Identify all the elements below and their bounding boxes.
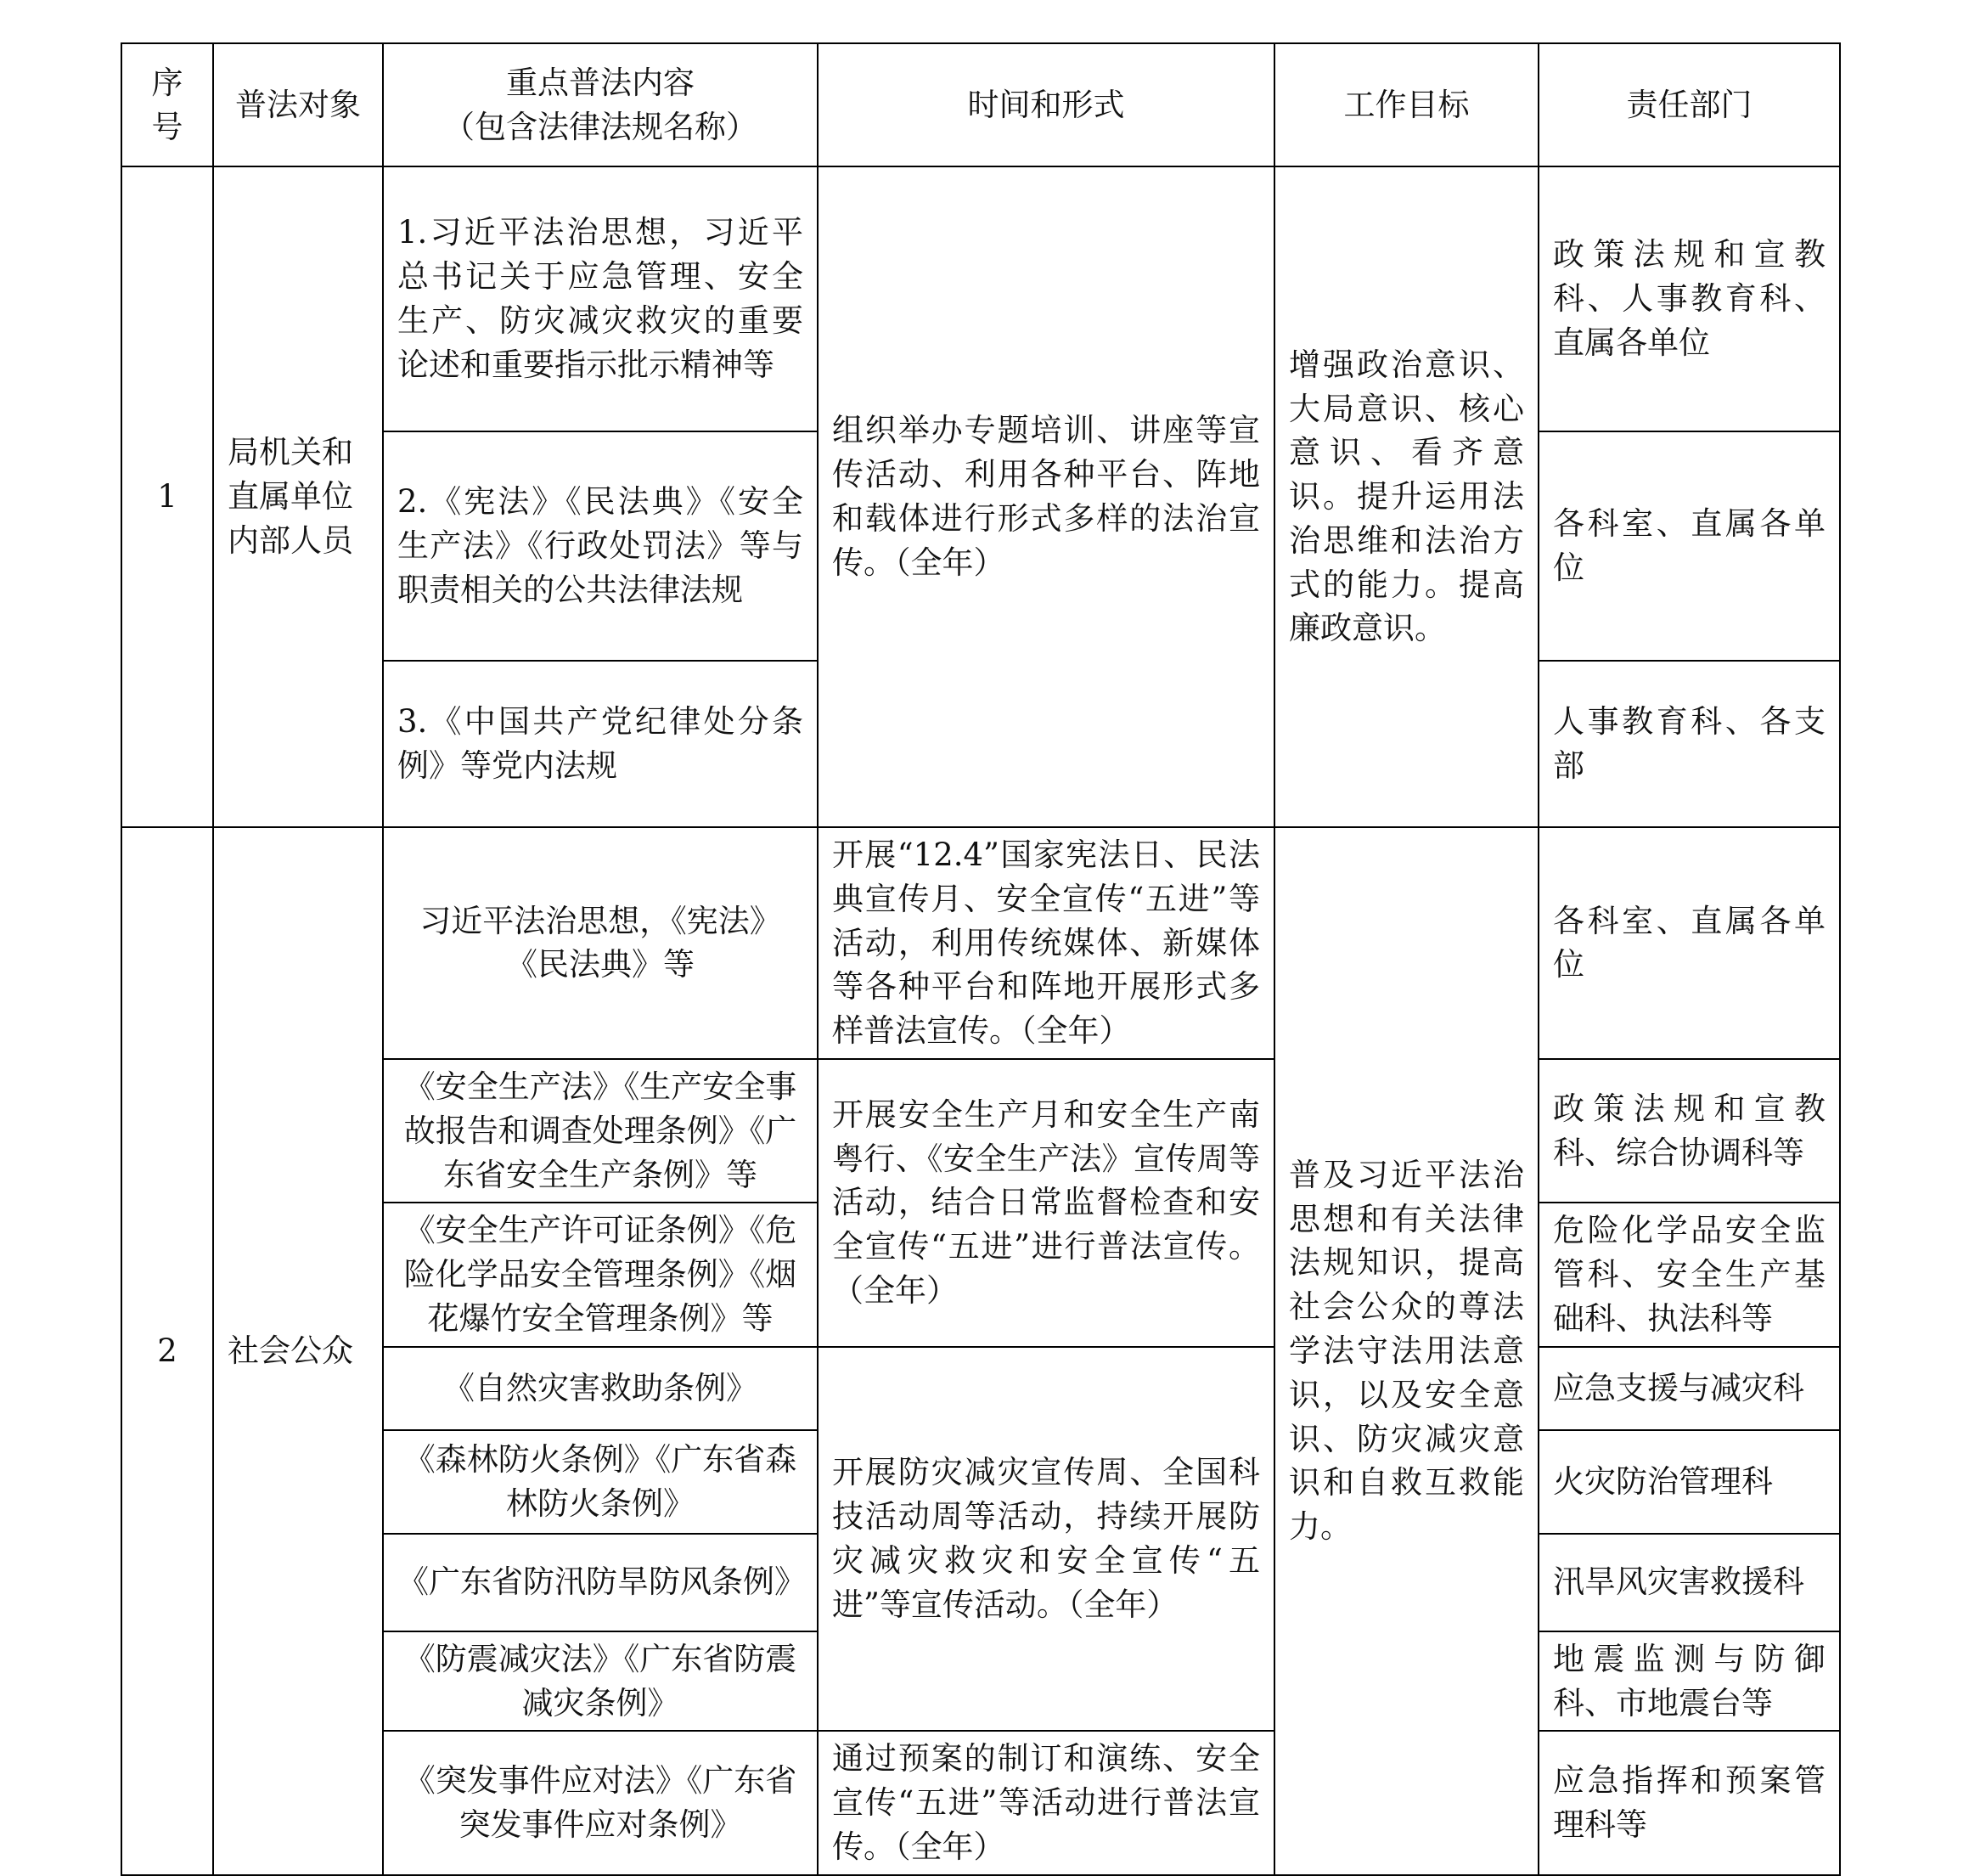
header-time-form: 时间和形式 xyxy=(818,43,1274,166)
header-target: 普法对象 xyxy=(213,43,383,166)
header-goal: 工作目标 xyxy=(1274,43,1539,166)
dept-cell: 政策法规和宣教科、综合协调科等 xyxy=(1539,1059,1840,1203)
dept-cell: 应急指挥和预案管理科等 xyxy=(1539,1731,1840,1874)
law-plan-table xyxy=(121,42,1841,1876)
target-cell: 局机关和直属单位内部人员 xyxy=(213,166,383,827)
content-cell: 《广东省防汛防旱防风条例》 xyxy=(383,1534,818,1631)
content-cell: 《突发事件应对法》《广东省突发事件应对条例》 xyxy=(383,1731,818,1874)
seq-cell: 2 xyxy=(121,827,213,1875)
content-cell: 《安全生产法》《生产安全事故报告和调查处理条例》《广东省安全生产条例》等 xyxy=(383,1059,818,1203)
header-seq-2: 号 xyxy=(151,108,183,145)
time-form-cell: 开展防灾减灾宣传周、全国科技活动周等活动，持续开展防灾减灾救灾和安全宣传“五进”等宣传活动。（全年） xyxy=(818,1347,1274,1732)
dept-cell: 各科室、直属各单位 xyxy=(1539,827,1840,1059)
header-row xyxy=(121,43,1840,166)
header-content-1: 重点普法内容 xyxy=(506,64,695,101)
time-form-cell: 通过预案的制订和演练、安全宣传“五进”等活动进行普法宣传。（全年） xyxy=(818,1731,1274,1874)
dept-cell: 政策法规和宣教科、人事教育科、直属各单位 xyxy=(1539,166,1840,431)
dept-cell: 汛旱风灾害救援科 xyxy=(1539,1534,1840,1631)
seq-cell: 1 xyxy=(121,166,213,827)
content-cell: 3.《中国共产党纪律处分条例》等党内法规 xyxy=(383,661,818,827)
content-cell: 习近平法治思想，《宪法》《民法典》等 xyxy=(383,827,818,1059)
dept-cell: 地震监测与防御科、市地震台等 xyxy=(1539,1631,1840,1732)
content-cell: 《森林防火条例》《广东省森林防火条例》 xyxy=(383,1430,818,1534)
header-content xyxy=(383,43,818,166)
dept-cell: 各科室、直属各单位 xyxy=(1539,431,1840,661)
table-row xyxy=(121,827,1840,1059)
dept-cell: 火灾防治管理科 xyxy=(1539,1430,1840,1534)
time-form-cell: 开展安全生产月和安全生产南粤行、《安全生产法》宣传周等活动，结合日常监督检查和安全宣传“五进”进行普法宣传。（全年） xyxy=(818,1059,1274,1347)
content-cell: 1.习近平法治思想，习近平总书记关于应急管理、安全生产、防灾减灾救灾的重要论述和重要指示批示精神等 xyxy=(383,166,818,431)
header-content-2: （包含法律法规名称） xyxy=(443,108,757,145)
target-cell: 社会公众 xyxy=(213,827,383,1875)
header-dept: 责任部门 xyxy=(1539,43,1840,166)
goal-cell: 增强政治意识、大局意识、核心意识、看齐意识。提升运用法治思维和法治方式的能力。提高廉政意识。 xyxy=(1274,166,1539,827)
header-seq xyxy=(121,43,213,166)
dept-cell: 危险化学品安全监管科、安全生产基础科、执法科等 xyxy=(1539,1203,1840,1346)
time-form-cell: 组织举办专题培训、讲座等宣传活动、利用各种平台、阵地和载体进行形式多样的法治宣传。（全年） xyxy=(818,166,1274,827)
content-cell: 《安全生产许可证条例》《危险化学品安全管理条例》《烟花爆竹安全管理条例》等 xyxy=(383,1203,818,1346)
dept-cell: 应急支援与减灾科 xyxy=(1539,1347,1840,1430)
time-form-cell: 开展“12.4”国家宪法日、民法典宣传月、安全宣传“五进”等活动，利用传统媒体、新媒体等各种平台和阵地开展形式多样普法宣传。（全年） xyxy=(818,827,1274,1059)
table-row xyxy=(121,166,1840,431)
dept-cell: 人事教育科、各支部 xyxy=(1539,661,1840,827)
goal-cell: 普及习近平法治思想和有关法律法规知识，提高社会公众的尊法学法守法用法意识，以及安全意识、防灾减灾意识和自救互救能力。 xyxy=(1274,827,1539,1875)
header-seq-1: 序 xyxy=(151,64,183,101)
content-cell: 《防震减灾法》《广东省防震减灾条例》 xyxy=(383,1631,818,1732)
content-cell: 《自然灾害救助条例》 xyxy=(383,1347,818,1430)
content-cell: 2.《宪法》《民法典》《安全生产法》《行政处罚法》等与职责相关的公共法律法规 xyxy=(383,431,818,661)
